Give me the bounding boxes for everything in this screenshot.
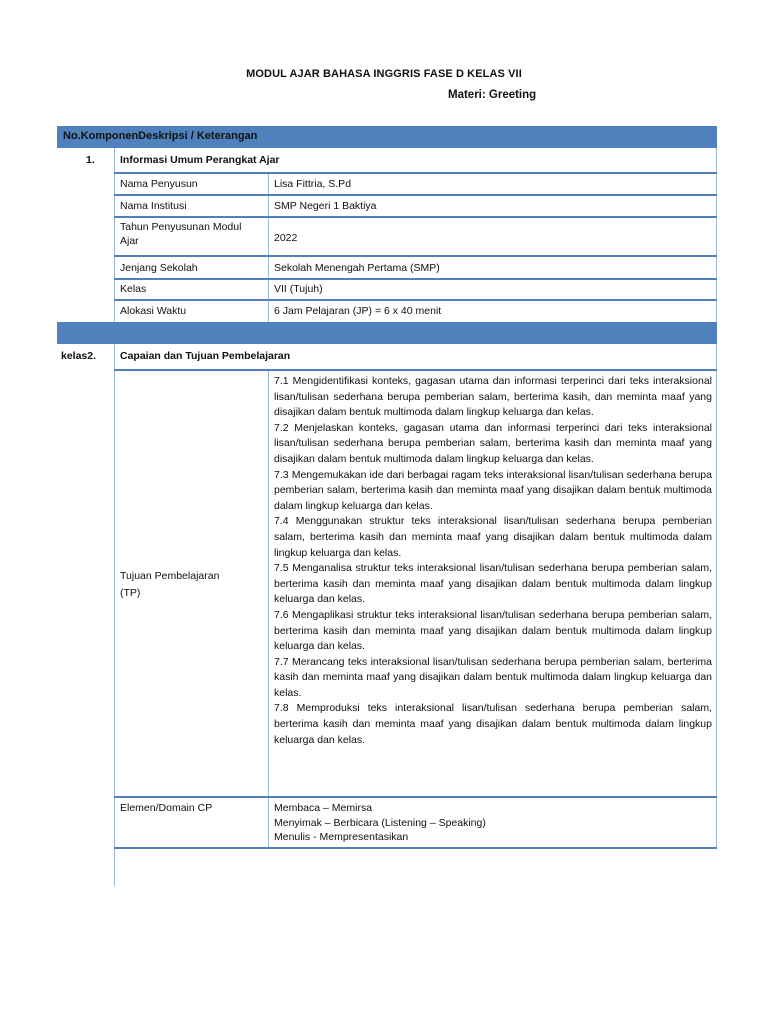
table-col-divider-2b: [268, 370, 269, 848]
tp-label: [120, 568, 219, 602]
cp-values: [274, 801, 486, 845]
section1-number: 1.: [86, 154, 95, 166]
row-divider: [114, 299, 717, 301]
document-subtitle: Materi: Greeting: [448, 89, 537, 101]
row-divider: [114, 796, 717, 798]
table-bottom-border: [114, 847, 717, 849]
document-title: MODUL AJAR BAHASA INGGRIS FASE D KELAS VII: [246, 68, 522, 80]
tp-description: [274, 374, 712, 748]
row-divider: [114, 278, 717, 280]
row-value-nama-institusi: SMP Negeri 1 Baktiya: [274, 200, 377, 212]
tp-label-line-1: Tujuan Pembelajaran: [120, 570, 220, 582]
row-divider: [114, 216, 717, 218]
tp-item: 7.6 Mengaplikasi struktur teks interaksional lisan/tulisan sederhana berupa pemberian salam, berterima kasih dan meminta maaf yang disajikan dalam bentuk multimoda dalam lingkup keluarga dan kelas.: [274, 608, 712, 653]
table-col-divider-1b: [114, 344, 115, 886]
table-right-border-b: [716, 344, 717, 848]
table-col-divider-1: [114, 148, 115, 322]
row-value-kelas: VII (Tujuh): [274, 283, 323, 295]
tp-item: 7.3 Mengemukakan ide dari berbagai ragam teks interaksional lisan/tulisan sederhana berupa pemberian salam, berterima kasih dan meminta maaf yang disajikan dalam bentuk multimoda dalam lingkup keluarga dan kelas.: [274, 468, 712, 512]
row-label-alokasi-waktu: Alokasi Waktu: [120, 305, 187, 317]
tp-item: 7.1 Mengidentifikasi konteks, gagasan utama dan informasi terperinci dari teks interaksional lisan/tulisan sederhana berupa pemberian salam, berterima kasih, dan meminta maaf yang disajikan dalam bentuk multimoda dalam lingkup keluarga dan kelas.: [274, 375, 712, 419]
tp-item: 7.5 Menganalisa struktur teks interaksional lisan/tulisan sederhana berupa pemberian salam, berterima kasih dan meminta maaf yang disajikan dalam bentuk multimoda dalam lingkup keluarga dan kelas.: [274, 562, 712, 606]
tp-item: 7.2 Menjelaskan konteks, gagasan utama dan informasi terperinci dari teks interaksional lisan/tulisan sederhana berupa pemberian salam, berterima kasih dan meminta maaf yang disajikan dalam bentuk multimoda dalam lingkup keluarga dan kelas.: [274, 421, 712, 465]
table-right-border: [716, 148, 717, 322]
cp-value: Membaca – Memirsa: [274, 802, 373, 814]
row-divider: [114, 255, 717, 257]
table-header-bar: [57, 126, 717, 148]
row-label-nama-institusi: Nama Institusi: [120, 200, 187, 212]
section2-heading: Capaian dan Tujuan Pembelajaran: [120, 350, 291, 362]
row-divider: [114, 194, 717, 196]
row-value-jenjang-sekolah: Sekolah Menengah Pertama (SMP): [274, 262, 440, 274]
cp-label: Elemen/Domain CP: [120, 802, 213, 814]
row-label-nama-penyusun: Nama Penyusun: [120, 178, 198, 190]
row-value-tahun-penyusunan: 2022: [274, 232, 298, 244]
row-value-nama-penyusun: Lisa Fittria, S.Pd: [274, 178, 352, 190]
row-divider: [114, 172, 717, 174]
row-label-tahun-penyusunan: Tahun Penyusunan Modul Ajar: [120, 221, 242, 247]
section2-number: kelas2.: [61, 350, 97, 362]
tp-item: 7.8 Memproduksi teks interaksional lisan/tulisan sederhana berupa pemberian salam, berterima kasih dan meminta maaf yang disajikan dalam bentuk multimoda dalam lingkup keluarga dan kelas.: [274, 702, 712, 746]
row-label-jenjang-sekolah: Jenjang Sekolah: [120, 262, 198, 274]
section1-heading: Informasi Umum Perangkat Ajar: [120, 154, 280, 166]
row-value-alokasi-waktu: 6 Jam Pelajaran (JP) = 6 x 40 menit: [274, 305, 442, 317]
tp-label-line-2: (TP): [120, 587, 141, 599]
tp-item: 7.4 Menggunakan struktur teks interaksional lisan/tulisan sederhana berupa pemberian salam, berterima kasih dan meminta maaf yang disajikan dalam bentuk multimoda dalam lingkup keluarga dan kelas.: [274, 515, 712, 559]
tp-item: 7.7 Merancang teks interaksional lisan/tulisan sederhana berupa pemberian salam, berterima kasih dan meminta maaf yang disajikan dalam bentuk multimoda dalam lingkup keluarga dan kelas.: [274, 655, 712, 699]
row-label-kelas: Kelas: [120, 283, 147, 295]
cp-value: Menulis - Mempresentasikan: [274, 831, 409, 843]
row-divider: [114, 369, 717, 371]
table-header-label: No.KomponenDeskripsi / Keterangan: [63, 130, 258, 142]
cp-value: Menyimak – Berbicara (Listening – Speaking): [274, 816, 486, 829]
section-separator-bar: [57, 322, 717, 344]
